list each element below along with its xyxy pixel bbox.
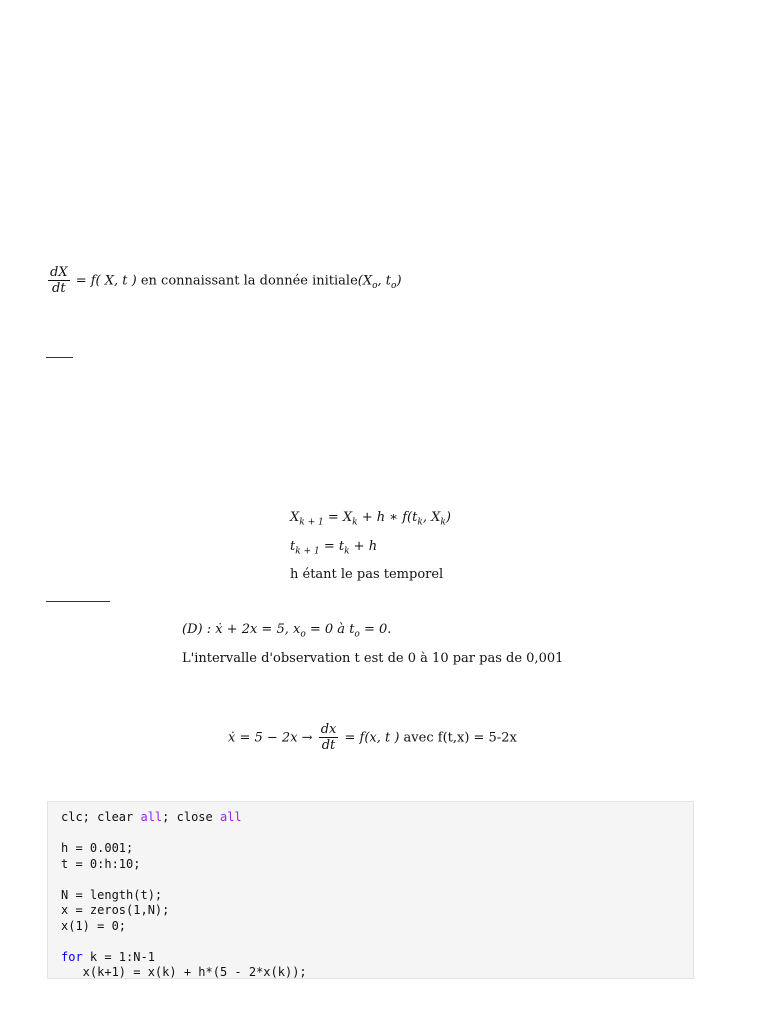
problem-line-2: L'intervalle d'observation t est de 0 à 10 par pas de 0,001	[182, 650, 564, 666]
code-line-10: for k = 1:N-1	[61, 949, 155, 964]
problem-statement	[182, 618, 563, 671]
code-line-4: t = 0:h:10;	[61, 856, 141, 871]
section-rule-2	[46, 601, 110, 602]
rewrite-fraction: $\frac{dx}{dt}$	[320, 722, 337, 753]
rewrite-text: avec f(t,x) = 5-2x	[399, 730, 517, 746]
ode-text: en connaissant la donnée initiale	[136, 273, 358, 289]
code-line-8: x(1) = 0;	[61, 918, 127, 933]
problem-line-1: (D) : ẋ + 2x = 5, $x_o = 0$ à $t_o = 0$.	[182, 622, 392, 640]
ode-rhs: = f( X, t )	[75, 273, 137, 289]
code-line-11: x(k+1) = x(k) + h*(5 - 2*x(k));	[61, 965, 307, 979]
rewrite-lhs: ẋ = 5 − 2x →	[228, 730, 313, 746]
code-line-blank	[61, 934, 680, 950]
rewrite-rhs: = f(x, t )	[344, 730, 400, 746]
code-line-blank	[61, 872, 680, 888]
euler-line-2: $t_{k + 1} = t_k + h$	[290, 538, 378, 557]
euler-line-1: $X_{k + 1} = X_k + h$ ∗ $f(t_k$, $X_k$)	[290, 510, 451, 528]
derivative-fraction: $\frac{dX}{dt}$	[50, 265, 68, 296]
rewritten-equation	[228, 723, 517, 753]
ode-equation: $\frac{dX}{dt}$ = f( X, t ) en connaissant la donnée $initiale(X_o$, $t_o$)	[50, 265, 402, 296]
code-line-3: h = 0.001;	[61, 841, 134, 855]
code-line-7: x = zeros(1,N);	[61, 903, 170, 917]
euler-scheme	[290, 506, 451, 587]
euler-line-3: h étant le pas temporel	[290, 567, 444, 583]
code-block[interactable]	[47, 801, 694, 979]
code-line-6: N = length(t);	[61, 887, 163, 902]
code-line-blank	[61, 826, 680, 842]
section-rule-1	[46, 357, 73, 358]
code-line-1: clc; clear all; close all	[61, 810, 242, 824]
